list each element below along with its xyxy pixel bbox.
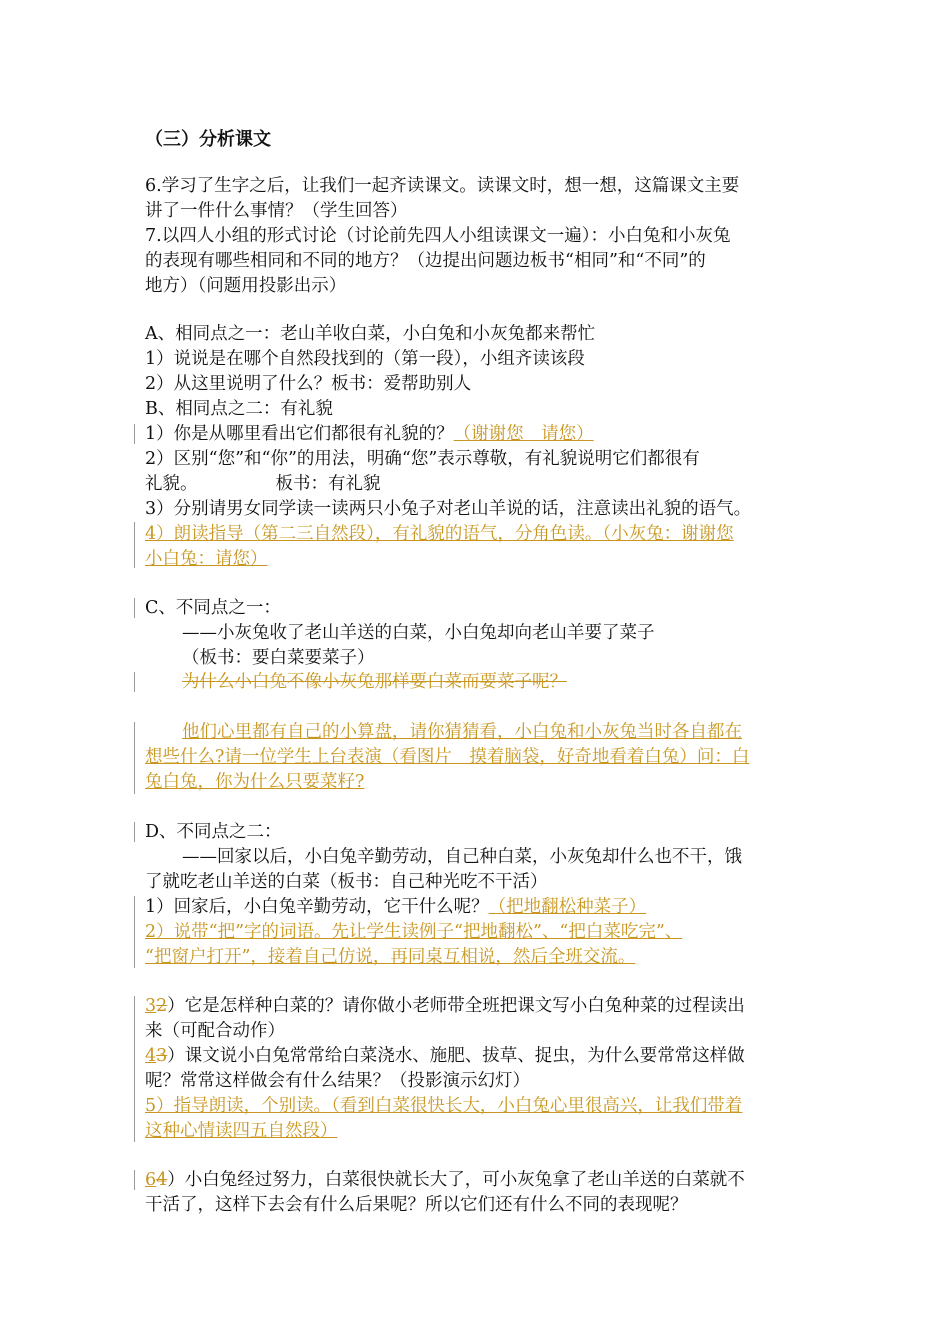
change-bar — [134, 672, 135, 692]
change-bar — [134, 424, 135, 444]
change-bar — [134, 1170, 135, 1190]
point-b-question-2-line-1: 2）区别“您”和“你”的用法，明确“您”表示尊敬，有礼貌说明它们都很有 — [145, 449, 700, 469]
point-b-question-1 — [145, 422, 810, 447]
inserted-number: 6 — [145, 1170, 157, 1190]
board-note: 板书：有礼貌 — [275, 474, 381, 494]
point-c-inserted-line-1 — [145, 720, 810, 745]
point-d-question-1 — [145, 895, 810, 920]
paragraph-7-line-2: 的表现有哪些相同和不同的地方？（边提出问题边板书“相同”和“不同”的 — [145, 251, 706, 271]
point-d-question-6-line-2: 干活了，这样下去会有什么后果呢？所以它们还有什么不同的表现呢？ — [145, 1195, 688, 1215]
point-b-question-2-text: 礼貌。 — [145, 474, 198, 494]
point-d-question-6-line-1 — [145, 1168, 810, 1193]
paragraph-6-line-1: 6.学习了生字之后，让我们一起齐读课文。读课文时，想一想，这篇课文主要 — [145, 176, 740, 196]
point-d-question-4-text: ）课文说小白兔常常给白菜浇水、施肥、拔草、捉虫，为什么要常常这样做 — [167, 1046, 745, 1066]
inserted-answer: （谢谢您 请您） — [453, 424, 594, 444]
point-b-question-3: 3）分别请男女同学读一读两只小兔子对老山羊说的话，注意读出礼貌的语气。 — [145, 499, 752, 519]
point-d-question-3-text: ）它是怎样种白菜的？请你做小老师带全班把课文写小白兔种菜的过程读出 — [167, 996, 745, 1016]
change-bar — [134, 722, 135, 794]
inserted-number: 4 — [145, 1046, 157, 1066]
point-b-question-4-line-1: 4）朗读指导（第二三自然段），有礼貌的语气，分角色读。（小灰兔：谢谢您 — [145, 524, 734, 544]
point-c-inserted-line-2: 想些什么?请一位学生上台表演（看图片 摸着脑袋，好奇地看着白兔）问：白 — [145, 747, 750, 767]
change-bar — [134, 996, 135, 1142]
point-b-question-4-line-2: 小白兔：请您） — [145, 549, 268, 569]
point-d-question-2-line-1: 2）说带“把”字的词语。先让学生读例子“把地翻松”、“把白菜吃完”、 — [145, 922, 683, 942]
point-d-question-4-line-2: 呢？常常这样做会有什么结果？（投影演示幻灯） — [145, 1071, 530, 1091]
point-b-question-1-text: 1）你是从哪里看出它们都很有礼貌的？ — [145, 424, 454, 444]
inserted-number: 3 — [145, 996, 157, 1016]
point-c-inserted-text-1: 他们心里都有自己的小算盘，请你猜猜看，小白兔和小灰兔当时各自都在 — [182, 722, 742, 742]
point-d-question-3-line-1 — [145, 994, 810, 1019]
deleted-number: 3 — [156, 1046, 168, 1066]
deleted-number: 2 — [156, 996, 168, 1016]
change-bar — [134, 598, 135, 618]
point-d-question-2-line-2: “把窗户打开”，接着自己仿说，再同桌互相说，然后全班交流。 — [145, 947, 636, 967]
change-bar — [134, 522, 135, 568]
point-d-description-line-1: ——回家以后，小白兔辛勤劳动，自己种白菜，小灰兔却什么也不干，饿 — [182, 847, 742, 867]
point-a-title: A、相同点之一：老山羊收白菜，小白兔和小灰兔都来帮忙 — [145, 324, 596, 344]
point-c-board: （板书：要白菜要菜子） — [182, 648, 375, 668]
point-d-question-1-text: 1）回家后，小白兔辛勤劳动，它干什么呢？ — [145, 897, 489, 917]
point-d-title: D、不同点之二： — [145, 822, 282, 842]
change-bar — [134, 896, 135, 968]
point-d-question-3-line-2: 来（可配合动作） — [145, 1021, 285, 1041]
point-c-inserted-line-3: 兔白兔，你为什么只要菜籽? — [145, 772, 365, 792]
point-d-question-5-line-1: 5）指导朗读，个别读。（看到白菜很快长大，小白兔心里很高兴，让我们带着 — [145, 1096, 743, 1116]
paragraph-6-line-2: 讲了一件什么事情？（学生回答） — [145, 201, 408, 221]
deleted-question: 为什么小白兔不像小灰兔那样要白菜而要菜子呢？ — [182, 672, 567, 692]
point-d-question-5-line-2: 这种心情读四五自然段） — [145, 1121, 338, 1141]
deleted-number: 4 — [156, 1170, 168, 1190]
point-c-description: ——小灰兔收了老山羊送的白菜，小白兔却向老山羊要了菜子 — [182, 623, 655, 643]
inserted-answer: （把地翻松种菜子） — [488, 897, 647, 917]
point-a-question-2: 2）从这里说明了什么？板书：爱帮助别人 — [145, 374, 472, 394]
point-d-description-line-2: 了就吃老山羊送的白菜（板书：自己种光吃不干活） — [145, 872, 548, 892]
change-bar — [134, 822, 135, 842]
section-heading: （三）分析课文 — [145, 129, 271, 150]
point-c-title: C、不同点之一： — [145, 598, 281, 618]
point-b-title: B、相同点之二：有礼貌 — [145, 399, 333, 419]
point-a-question-1: 1）说说是在哪个自然段找到的（第一段），小组齐读该段 — [145, 349, 585, 369]
paragraph-7-line-3: 地方）（问题用投影出示） — [145, 276, 347, 296]
point-d-question-4-line-1 — [145, 1044, 810, 1069]
point-d-question-6-text: ）小白兔经过努力，白菜很快就长大了，可小灰兔拿了老山羊送的白菜就不 — [167, 1170, 745, 1190]
point-b-question-2-line-2 — [145, 472, 810, 497]
paragraph-7-line-1: 7.以四人小组的形式讨论（讨论前先四人小组读课文一遍）：小白兔和小灰兔 — [145, 226, 731, 246]
